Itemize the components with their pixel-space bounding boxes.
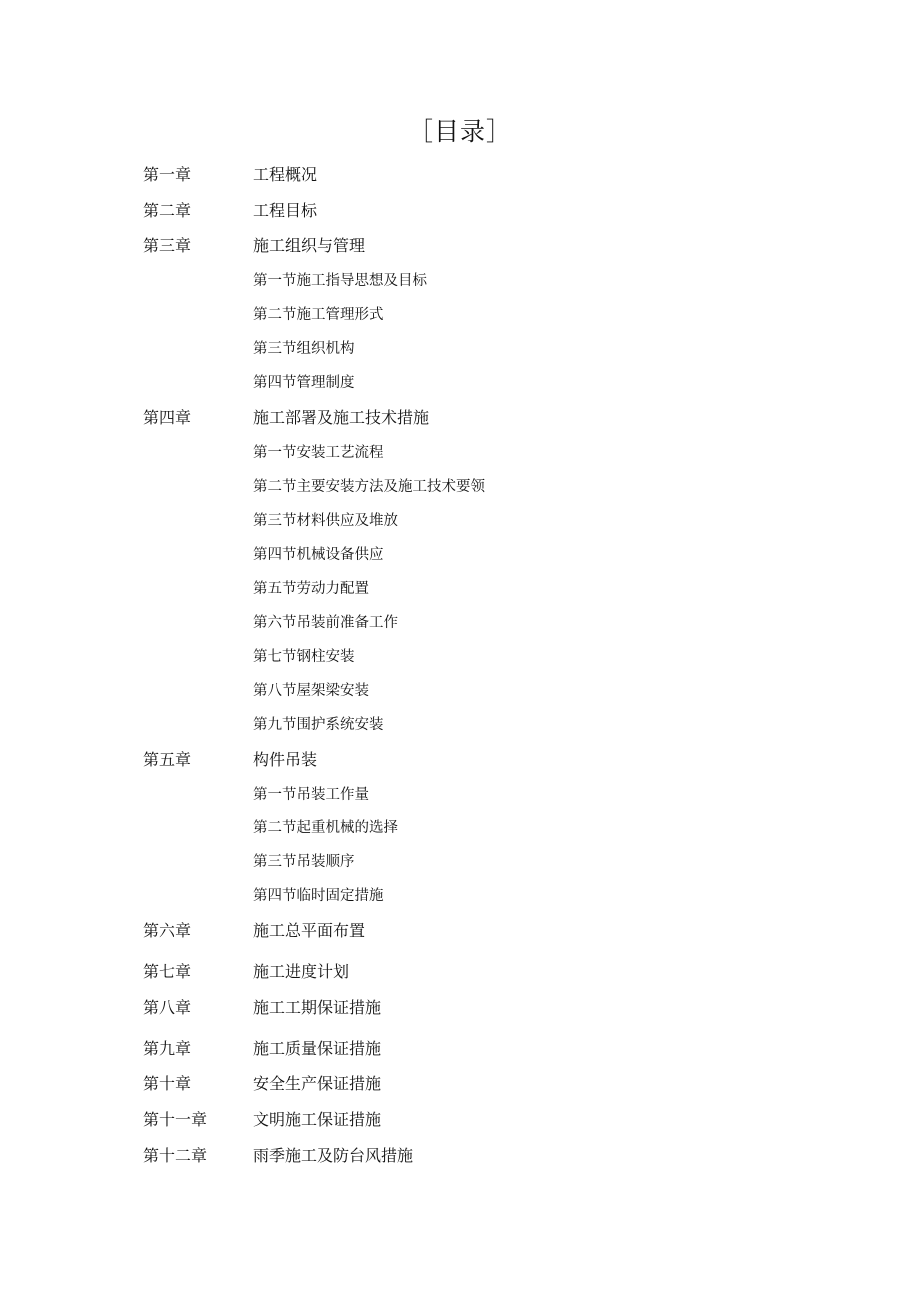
chapter-number: 第一章 [143,165,192,184]
chapter-number: 第五章 [143,750,192,769]
chapter-title: 构件吊装 [253,750,318,769]
chapter-title: 施工质量保证措施 [253,1039,382,1058]
toc-section-row[interactable] [0,782,920,808]
toc-section-row[interactable] [0,712,920,738]
toc-section-row[interactable] [0,576,920,602]
chapter-number: 第十一章 [143,1110,208,1129]
toc-chapter-row[interactable] [0,747,920,773]
toc-section-row[interactable] [0,268,920,294]
section-title: 第二节起重机械的选择 [253,820,398,836]
chapter-title: 施工进度计划 [253,962,350,981]
chapter-title: 施工部署及施工技术措施 [253,408,430,427]
toc-chapter-row[interactable] [0,995,920,1021]
toc-section-row[interactable] [0,644,920,670]
toc-section-row[interactable] [0,336,920,362]
toc-chapter-row[interactable] [0,1036,920,1062]
toc-section-row[interactable] [0,440,920,466]
toc-chapter-row[interactable] [0,1071,920,1097]
section-title: 第六节吊装前准备工作 [253,615,398,631]
section-title: 第三节吊装顺序 [253,854,355,870]
section-title: 第三节材料供应及堆放 [253,513,398,529]
toc-chapter-row[interactable] [0,198,920,224]
chapter-title: 安全生产保证措施 [253,1074,382,1093]
toc-section-row[interactable] [0,815,920,841]
chapter-title: 施工工期保证措施 [253,998,382,1017]
chapter-number: 第九章 [143,1039,192,1058]
chapter-title: 雨季施工及防台风措施 [253,1146,414,1165]
chapter-title: 施工总平面布置 [253,921,366,940]
toc-section-row[interactable] [0,508,920,534]
chapter-title: 文明施工保证措施 [253,1110,382,1129]
toc-chapter-row[interactable] [0,959,920,985]
toc-section-row[interactable] [0,474,920,500]
toc-section-row[interactable] [0,302,920,328]
toc-section-row[interactable] [0,542,920,568]
toc-chapter-row[interactable] [0,233,920,259]
section-title: 第一节安装工艺流程 [253,445,384,461]
toc-section-row[interactable] [0,849,920,875]
toc-section-row[interactable] [0,678,920,704]
section-title: 第四节机械设备供应 [253,547,384,563]
section-title: 第四节管理制度 [253,375,355,391]
section-title: 第三节组织机构 [253,341,355,357]
toc-section-row[interactable] [0,883,920,909]
toc-chapter-row[interactable] [0,162,920,188]
chapter-number: 第三章 [143,236,192,255]
section-title: 第八节屋架梁安装 [253,683,369,699]
page-title: ［目录］ [407,117,512,146]
section-title: 第七节钢柱安装 [253,649,355,665]
chapter-title: 施工组织与管理 [253,236,366,255]
chapter-number: 第八章 [143,998,192,1017]
chapter-number: 第二章 [143,201,192,220]
section-title: 第一节施工指导思想及目标 [253,273,427,289]
chapter-number: 第四章 [143,408,192,427]
section-title: 第九节围护系统安装 [253,717,384,733]
chapter-number: 第十章 [143,1074,192,1093]
section-title: 第二节施工管理形式 [253,307,384,323]
toc-section-row[interactable] [0,370,920,396]
chapter-number: 第十二章 [143,1146,208,1165]
chapter-number: 第七章 [143,962,192,981]
toc-section-row[interactable] [0,610,920,636]
section-title: 第二节主要安装方法及施工技术要领 [253,479,485,495]
section-title: 第四节临时固定措施 [253,888,384,904]
toc-chapter-row[interactable] [0,1107,920,1133]
section-title: 第五节劳动力配置 [253,581,369,597]
section-title: 第一节吊装工作量 [253,787,369,803]
chapter-number: 第六章 [143,921,192,940]
toc-chapter-row[interactable] [0,1143,920,1169]
toc-chapter-row[interactable] [0,405,920,431]
chapter-title: 工程概况 [253,165,318,184]
chapter-title: 工程目标 [253,201,318,220]
toc-chapter-row[interactable] [0,918,920,944]
